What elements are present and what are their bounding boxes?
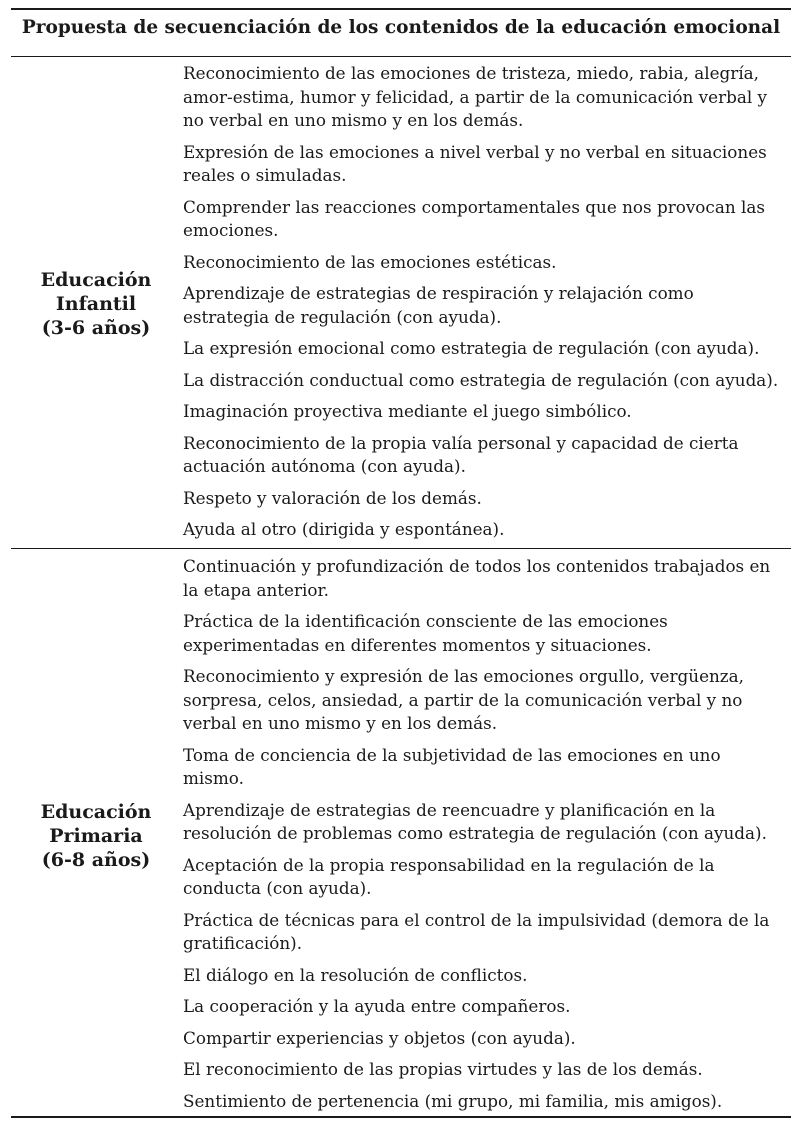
list-item: La distracción conductual como estrategia de regulación (con ayuda).: [183, 369, 779, 390]
section-divider: [11, 548, 791, 549]
list-item: Comprender las reacciones comportamentales que nos provocan las emociones.: [183, 196, 765, 240]
table-title: Propuesta de secuenciación de los contenidos de la educación emocional: [21, 17, 781, 38]
list-item: La cooperación y la ayuda entre compañeros.: [183, 996, 571, 1016]
list-item: Toma de conciencia de la subjetividad de las emociones en uno mismo.: [183, 744, 721, 788]
list-item: Aprendizaje de estrategias de respiración y relajación como estrategia de regulación (con ayuda).: [183, 283, 694, 327]
top-rule: [11, 8, 791, 10]
stage-label-line: Educación: [40, 801, 152, 823]
list-item: Compartir experiencias y objetos (con ayuda).: [183, 1027, 576, 1048]
list-item: Expresión de las emociones a nivel verbal y no verbal en situaciones reales o simuladas.: [183, 141, 767, 185]
list-item: Práctica de técnicas para el control de la impulsividad (demora de la gratificación).: [183, 909, 770, 953]
list-item: Reconocimiento y expresión de las emociones orgullo, vergüenza, sorpresa, celos, ansiedad, a partir de la comunicación verbal y no verbal en uno mismo y en los demás.: [183, 666, 744, 733]
list-item: Reconocimiento de las emociones de tristeza, miedo, rabia, alegría, amor-estima, humor y felicidad, a partir de la comunicación verbal y no verbal en uno mismo y en los demás.: [183, 63, 768, 130]
bottom-rule: [11, 1116, 791, 1118]
list-item: Reconocimiento de las emociones estéticas.: [183, 251, 557, 272]
list-item: Aprendizaje de estrategias de reencuadre y planificación en la resolución de problemas como estrategia de regulación (con ayuda).: [183, 799, 767, 843]
list-item: Sentimiento de pertenencia (mi grupo, mi familia, mis amigos).: [183, 1090, 723, 1111]
stage-label-line: (6-8 años): [41, 849, 151, 871]
content-list-infantil: [183, 62, 783, 550]
list-item: Imaginación proyectiva mediante el juego simbólico.: [183, 401, 632, 421]
stage-label-line: Primaria: [49, 825, 143, 847]
content-list-primaria: [183, 555, 783, 1121]
list-item: Ayuda al otro (dirigida y espontánea).: [183, 519, 505, 539]
list-item: Reconocimiento de la propia valía personal y capacidad de cierta actuación autónoma (con ayuda).: [183, 432, 739, 476]
list-item: El reconocimiento de las propias virtudes y las de los demás.: [183, 1059, 703, 1079]
stage-label-primaria: [11, 800, 181, 872]
stage-label-line: Educación: [40, 269, 152, 291]
stage-label-line: Infantil: [55, 293, 137, 315]
list-item: Aceptación de la propia responsabilidad en la regulación de la conducta (con ayuda).: [183, 854, 715, 898]
list-item: Continuación y profundización de todos los contenidos trabajados en la etapa anterior.: [183, 556, 771, 600]
list-item: La expresión emocional como estrategia de regulación (con ayuda).: [183, 338, 760, 358]
list-item: Práctica de la identificación consciente de las emociones experimentadas en diferentes momentos y situaciones.: [183, 611, 668, 655]
header-rule: [11, 56, 791, 57]
stage-label-line: (3-6 años): [41, 317, 151, 339]
list-item: Respeto y valoración de los demás.: [183, 487, 482, 508]
stage-label-infantil: [11, 268, 181, 340]
list-item: El diálogo en la resolución de conflictos.: [183, 964, 528, 985]
